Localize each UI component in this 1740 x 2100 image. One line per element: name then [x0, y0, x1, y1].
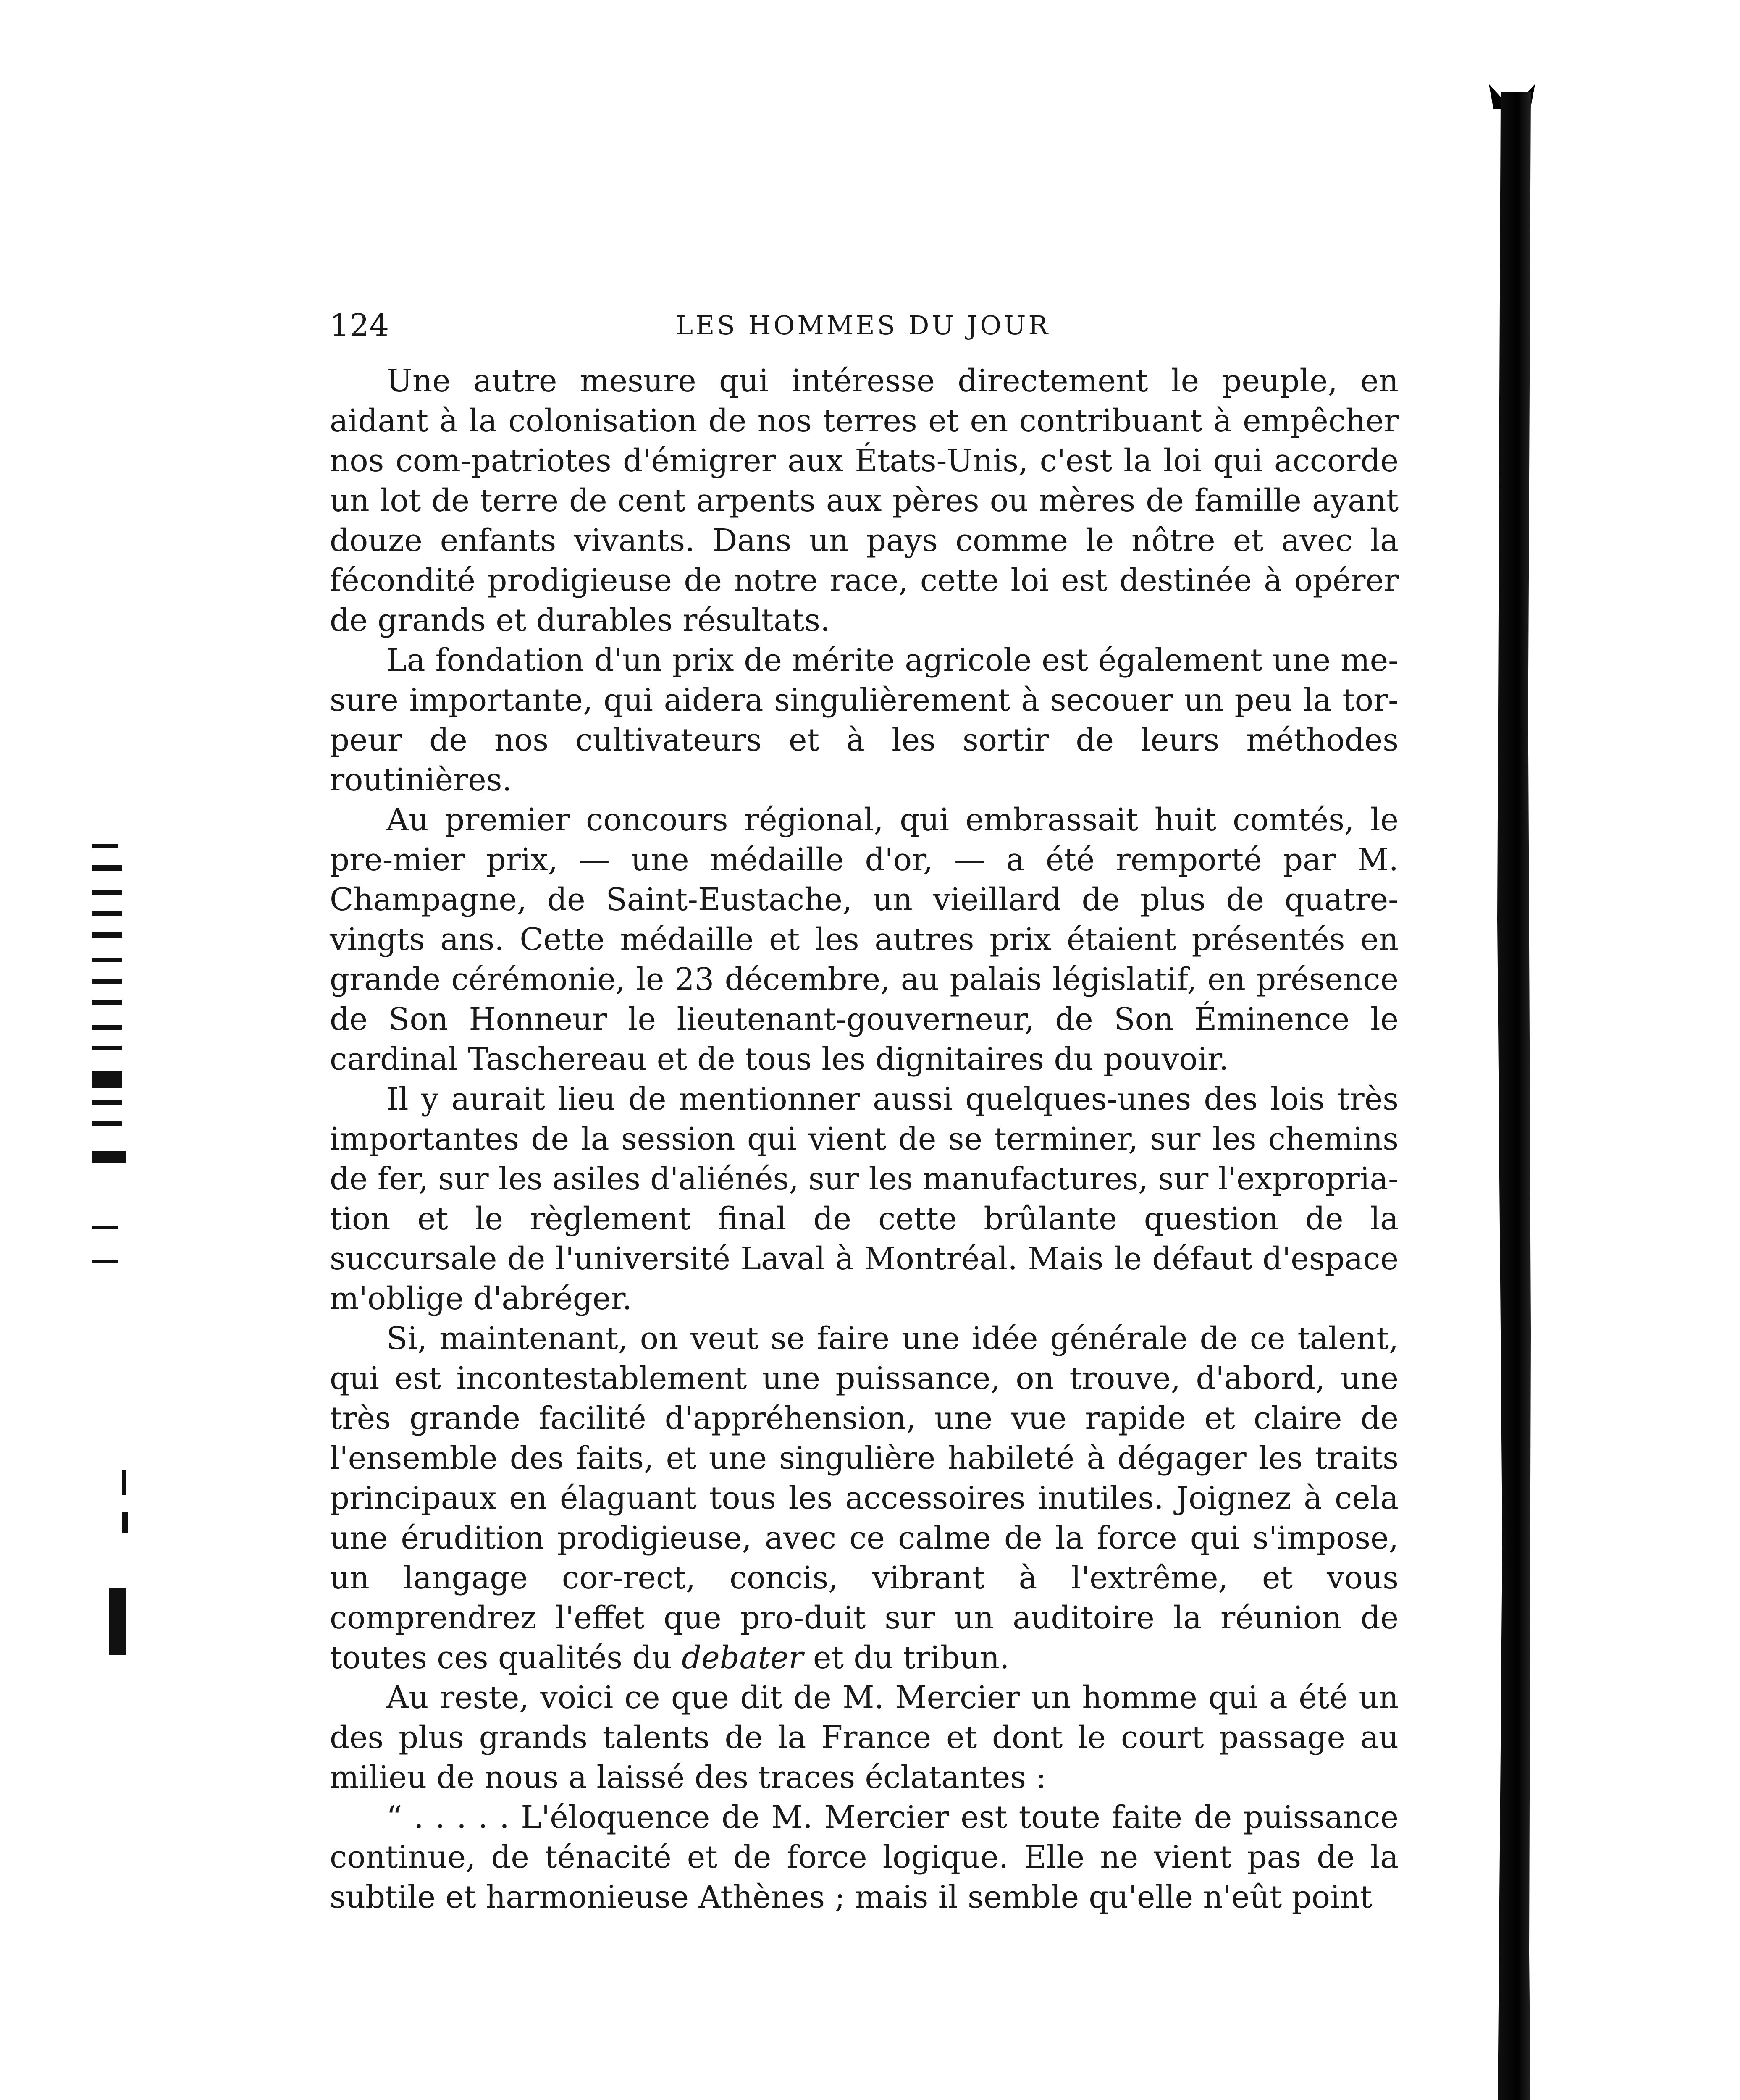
italic-term: debater: [682, 1640, 803, 1676]
gutter-mark: [109, 1588, 126, 1655]
paragraph: Au premier concours régional, qui embrassait huit comtés, le pre-mier prix, — une médaille d'or, — a été remporté par M. Champagne, de Saint-Eustache, un vieillard de plus de quatre-vingts ans. Cette médaille et les autres prix étaient présentés en grande cérémonie, le 23 décembre, au palais législatif, en présence de Son Honneur le lieutenant-gouverneur, de Son Éminence le cardinal Taschereau et de tous les dignitaires du pouvoir.: [330, 802, 1399, 1077]
running-head: LES HOMMES DU JOUR: [675, 310, 1051, 341]
paragraph: Il y aurait lieu de mentionner aussi quelques-unes des lois très importantes de la session qui vient de se terminer, sur les chemins de fer, sur les asiles d'aliénés, sur les manufactures, sur l'expropria-tion et le règlement final de cette brûlante question de la succursale de l'université Laval à Montréal. Mais le défaut d'espace m'oblige d'abréger.: [330, 1082, 1399, 1317]
gutter-mark: [92, 1046, 122, 1050]
gutter-mark: [92, 1071, 122, 1088]
gutter-mark: [92, 890, 122, 895]
gutter-mark: [92, 932, 122, 938]
gutter-mark: [92, 1226, 118, 1229]
page-header: [330, 302, 1396, 349]
paragraph: La fondation d'un prix de mérite agricole est également une me-sure importante, qui aidera singulièrement à secouer un peu la tor-peur de nos cultivateurs et à les sortir de leurs méthodes routinières.: [330, 643, 1399, 798]
paragraph-text: et du tribun.: [803, 1640, 1010, 1676]
paragraph-text: Si, maintenant, on veut se faire une idée générale de ce talent, qui est incontestablement une puissance, on trouve, d'abord, une très grande facilité d'appréhension, une vue rapide et claire de l'ensemble des faits, et une singulière habileté à dégager les traits principaux en élaguant tous les accessoires inutiles. Joignez à cela une érudition prodigieuse, avec ce calme de la force qui s'impose, un langage cor-rect, concis, vibrant à l'extrême, et vous comprendrez l'effet que pro-duit sur un auditoire la réunion de toutes ces qualités du: [330, 1321, 1399, 1676]
paragraph: Une autre mesure qui intéresse directement le peuple, en aidant à la colonisation de nos terres et en contribuant à empêcher nos com-patriotes d'émigrer aux États-Unis, c'est la loi qui accorde un lot de terre de cent arpents aux pères ou mères de famille ayant douze enfants vivants. Dans un pays comme le nôtre et avec la fécondité prodigieuse de notre race, cette loi est destinée à opérer de grands et durables résultats.: [330, 363, 1399, 638]
gutter-mark: [92, 1100, 122, 1105]
gutter-mark: [92, 844, 118, 848]
paragraph: [330, 1319, 1399, 1678]
gutter-mark: [92, 1121, 122, 1126]
gutter-mark: [122, 1512, 128, 1533]
gutter-mark: [92, 1260, 118, 1263]
gutter-mark: [122, 1470, 126, 1495]
gutter-mark: [92, 1025, 122, 1030]
body-text: [330, 361, 1399, 1917]
gutter-marks: [84, 714, 147, 1764]
gutter-mark: [92, 958, 122, 962]
paragraph: “ . . . . . L'éloquence de M. Mercier est toute faite de puissance continue, de ténacité et de force logique. Elle ne vient pas de la subtile et harmonieuse Athènes ; mais il semble qu'elle n'eût point: [330, 1800, 1399, 1915]
gutter-mark: [92, 979, 122, 984]
gutter-mark: [92, 911, 122, 916]
gutter-mark: [92, 1000, 122, 1005]
page-number: 124: [330, 307, 389, 344]
gutter-mark: [92, 1151, 126, 1163]
gutter-mark: [92, 865, 122, 871]
paragraph: Au reste, voici ce que dit de M. Mercier un homme qui a été un des plus grands talents de la France et dont le court passage au milieu de nous a laissé des traces éclatantes :: [330, 1680, 1399, 1796]
scan-edge: [1497, 92, 1531, 2100]
